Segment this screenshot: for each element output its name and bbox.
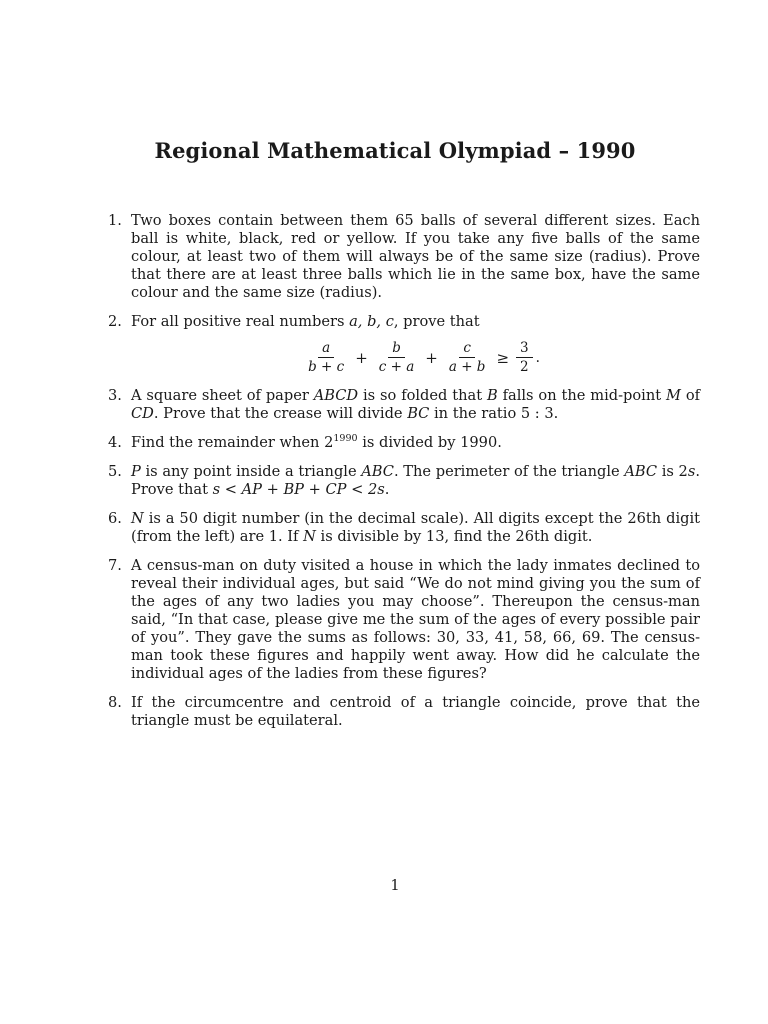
problem-1 (108, 212, 700, 302)
problem-number: 1. (108, 212, 122, 229)
problem-number: 3. (108, 387, 122, 404)
problem-5 (108, 463, 700, 499)
fraction-a (304, 341, 348, 374)
numerator: c (459, 341, 475, 358)
plus-sign: + (355, 348, 368, 367)
math-inequality: s < AP + BP + CP < 2s (212, 481, 385, 498)
numerator: a (318, 341, 334, 358)
inequality-equation (131, 341, 700, 374)
page-number: 1 (390, 877, 400, 894)
problem-text (131, 463, 700, 499)
numerator: b (388, 341, 405, 358)
problem-text-part: . Prove that (131, 463, 700, 498)
problem-text-part: is divided by 1990. (357, 434, 502, 451)
problem-text: A census-man on duty visited a house in which the lady inmates declined to reveal their individual ages, but said “We do not mind giving you the sum of the ages of any two ladies you may choose”. Thereupon the census-man said, “In that case, please give me the sum of the ages of every possible pair of you”. They gave the sums as follows: 30, 33, 41, 58, 66, 69. The census-man took these figures and happily went away. How did he calculate the individual ages of the ladies from these figures? (131, 557, 700, 682)
problem-text: If the circumcentre and centroid of a triangle coincide, prove that the triangle must be equilateral. (131, 694, 700, 729)
problem-2 (108, 313, 700, 376)
fraction-rhs (516, 341, 533, 374)
denominator: c + a (378, 359, 415, 375)
math-variable: CD (131, 405, 154, 422)
math-variable: B (486, 387, 498, 404)
problem-text: Two boxes contain between them 65 balls of several different sizes. Each ball is white, black, red or yellow. If you take any five balls of the same colour, at least two of them will always be of the same size (radius). Prove that there are at least three balls which lie in the same box, have the same colour and the same size (radius). (131, 212, 700, 301)
plus-sign: + (425, 348, 438, 367)
exponent: 1990 (333, 433, 358, 444)
page-title: Regional Mathematical Olympiad – 1990 (154, 138, 636, 163)
problem-text-part: is a 50 digit number (in the decimal scale). All digits except the 26th digit (from the left) are 1. If (131, 510, 700, 545)
problem-text (131, 434, 700, 452)
math-variable: BC (407, 405, 430, 422)
equation-period: . (535, 349, 540, 366)
problem-text-part: Find the remainder when 2 (131, 434, 334, 451)
math-variable: ABC (624, 463, 658, 480)
math-variable: M (665, 387, 681, 404)
denominator: a + b (448, 359, 486, 375)
math-variable: s (687, 463, 696, 480)
math-variable: P (131, 463, 141, 480)
math-variable: ABCD (313, 387, 359, 404)
denominator: b + c (308, 359, 345, 375)
problem-number: 7. (108, 557, 122, 574)
problem-text (131, 313, 700, 376)
problem-number: 6. (108, 510, 122, 527)
problem-text-part: is any point inside a triangle (140, 463, 362, 480)
problem-text (131, 510, 700, 546)
problem-7 (108, 557, 700, 683)
problem-text-part: . (384, 481, 390, 498)
problem-text-part: is 2 (657, 463, 688, 480)
problem-text-part: . Prove that the crease will divide (153, 405, 408, 422)
problem-text-part: . The perimeter of the triangle (393, 463, 625, 480)
fraction-b (375, 341, 419, 374)
problem-6 (108, 510, 700, 546)
numerator: 3 (516, 341, 533, 358)
denominator: 2 (520, 359, 529, 375)
problem-3 (108, 387, 700, 423)
math-variable: ABC (361, 463, 394, 480)
problem-number: 2. (108, 313, 122, 330)
problem-text-part: falls on the mid-point (497, 387, 666, 404)
problem-text-part: For all positive real numbers (131, 313, 350, 330)
math-variable: N (303, 528, 316, 545)
greater-equal-sign: ≥ (496, 348, 510, 367)
math-variable: N (131, 510, 144, 527)
problem-8 (108, 694, 700, 730)
problem-text-part: A square sheet of paper (131, 387, 314, 404)
problem-text (131, 387, 700, 423)
problem-list (108, 212, 700, 741)
problem-number: 4. (108, 434, 122, 451)
problem-text-part: is divisible by 13, find the 26th digit. (315, 528, 593, 545)
problem-text-part: of (680, 387, 701, 404)
math-variable: a, b, c (349, 313, 394, 330)
fraction-c (445, 341, 490, 374)
problem-4 (108, 434, 700, 452)
problem-number: 8. (108, 694, 122, 711)
problem-number: 5. (108, 463, 122, 480)
problem-text-part: in the ratio 5 : 3. (429, 405, 559, 422)
problem-text-part: is so folded that (358, 387, 487, 404)
problem-text-part: , prove that (393, 313, 480, 330)
